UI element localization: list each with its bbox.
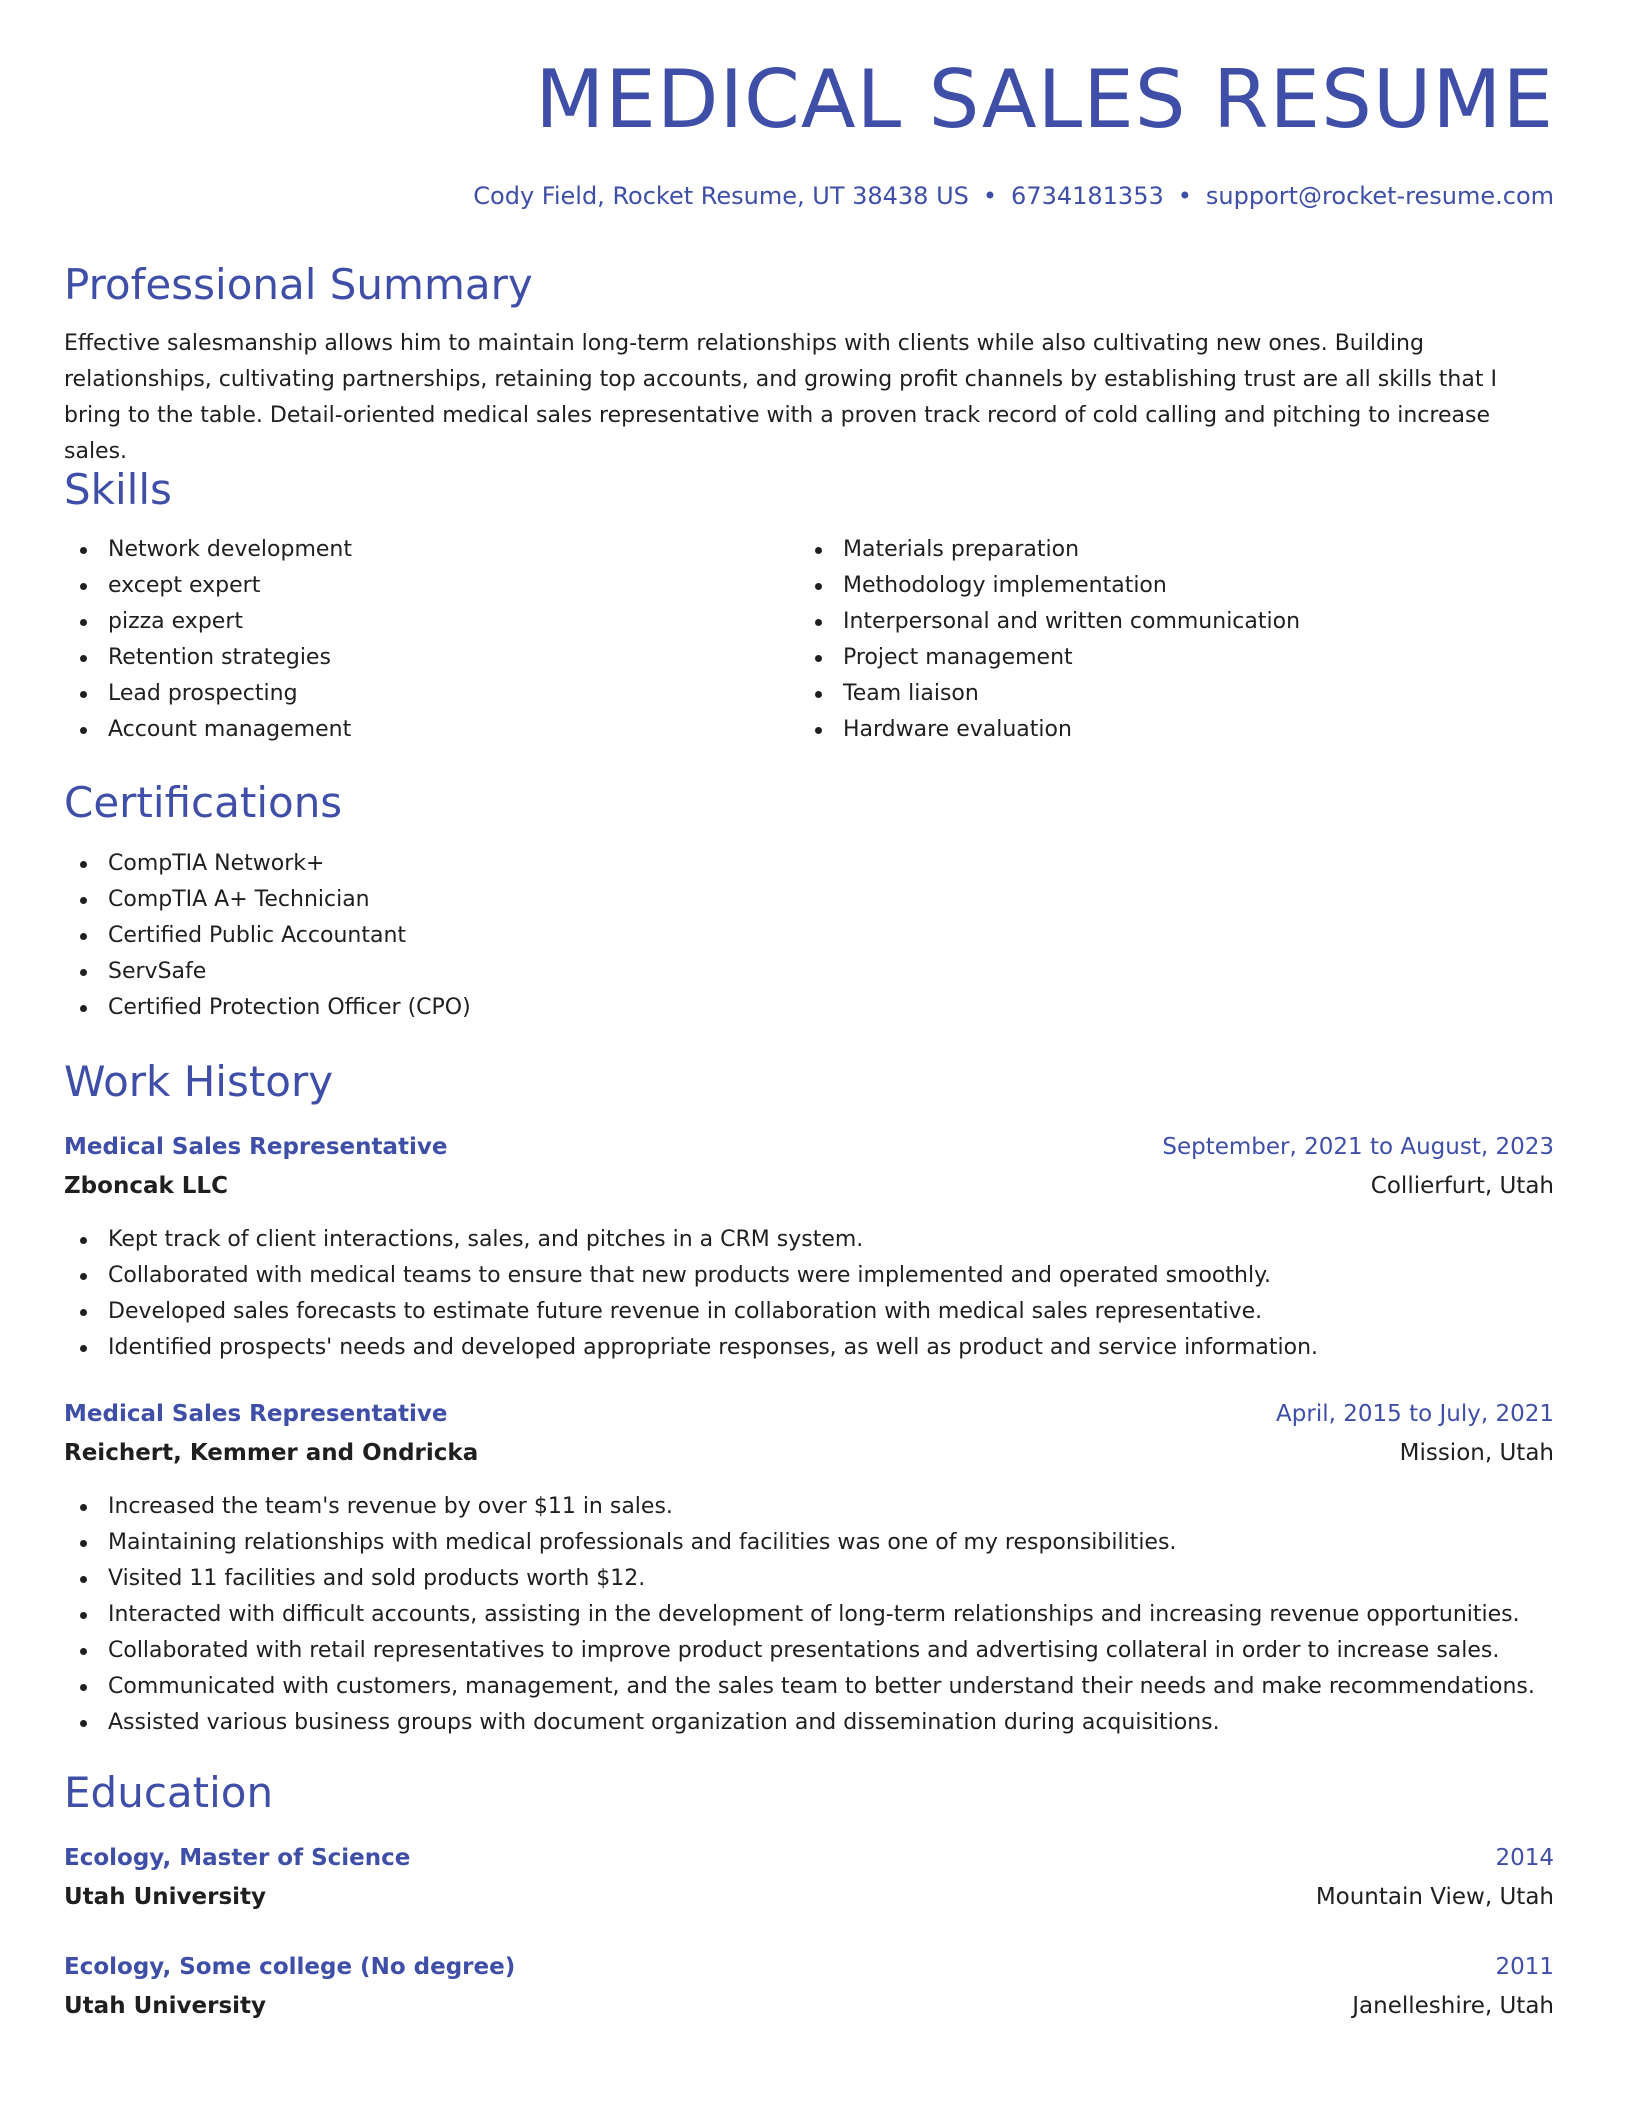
job-bullet: Collaborated with medical teams to ensure that new products were implemented and operated smoothly. [64, 1258, 1318, 1294]
education-header [64, 1949, 1554, 1985]
education-header [64, 1840, 1554, 1876]
education-school: Utah University [64, 1993, 267, 2019]
summary-text: Effective salesmanship allows him to maintain long-term relationships with clients while also cultivating new ones. Building relationships, cultivating partnerships, retaining top accounts, and growing profit channels by establishing trust are all skills that I bring to the table. Detail-oriented medical sales representative with a proven track record of cold calling and pitching to increase sales. [64, 331, 1497, 464]
job-bullet: Increased the team's revenue by over $11 in sales. [64, 1489, 1535, 1525]
job-location: Mission, Utah [1399, 1440, 1554, 1466]
job-bullet: Visited 11 facilities and sold products worth $12. [64, 1561, 1535, 1597]
certifications-heading: Certifications [64, 778, 343, 827]
skill-item: except expert [64, 568, 352, 604]
contact-address: Cody Field, Rocket Resume, UT 38438 US [473, 182, 969, 210]
job-title: Medical Sales Representative [64, 1401, 448, 1427]
job-bullet: Identified prospects' needs and developed appropriate responses, as well as product and service information. [64, 1330, 1318, 1366]
education-school: Utah University [64, 1884, 267, 1910]
job-bullets [64, 1222, 1318, 1366]
education-year: 2011 [1495, 1954, 1554, 1980]
skill-item: pizza expert [64, 604, 352, 640]
contact-line [473, 180, 1554, 212]
contact-separator: • [1177, 182, 1192, 210]
job-company-row [64, 1168, 1554, 1204]
education-location: Janelleshire, Utah [1352, 1993, 1554, 2019]
job-bullet: Maintaining relationships with medical professionals and facilities was one of my responsibilities. [64, 1525, 1535, 1561]
skill-item: Hardware evaluation [799, 712, 1300, 748]
skill-item: Lead prospecting [64, 676, 352, 712]
job-header [64, 1129, 1554, 1165]
education-year: 2014 [1495, 1845, 1554, 1871]
job-bullet: Collaborated with retail representatives to improve product presentations and advertising collateral in order to increase sales. [64, 1633, 1535, 1669]
job-dates: September, 2021 to August, 2023 [1162, 1134, 1554, 1160]
education-degree: Ecology, Master of Science [64, 1845, 411, 1871]
job-header [64, 1396, 1554, 1432]
contact-phone: 6734181353 [1011, 182, 1164, 210]
skill-item: Retention strategies [64, 640, 352, 676]
education-degree: Ecology, Some college (No degree) [64, 1954, 516, 1980]
skill-item: Team liaison [799, 676, 1300, 712]
job-bullet: Developed sales forecasts to estimate future revenue in collaboration with medical sales representative. [64, 1294, 1318, 1330]
education-school-row [64, 1879, 1554, 1915]
resume-title: MEDICAL SALES RESUME [535, 53, 1554, 146]
job-title: Medical Sales Representative [64, 1134, 448, 1160]
job-bullet: Communicated with customers, management, and the sales team to better understand their needs and make recommendations. [64, 1669, 1535, 1705]
skill-item: Interpersonal and written communication [799, 604, 1300, 640]
skills-heading: Skills [64, 465, 172, 514]
skill-item: Materials preparation [799, 532, 1300, 568]
skill-item: Project management [799, 640, 1300, 676]
skill-item: Methodology implementation [799, 568, 1300, 604]
skill-item: Network development [64, 532, 352, 568]
job-dates: April, 2015 to July, 2021 [1276, 1401, 1554, 1427]
education-school-row [64, 1988, 1554, 2024]
job-bullet: Kept track of client interactions, sales, and pitches in a CRM system. [64, 1222, 1318, 1258]
job-bullet: Interacted with difficult accounts, assisting in the development of long-term relationships and increasing revenue opportunities. [64, 1597, 1535, 1633]
contact-separator: • [982, 182, 998, 210]
skill-item: Account management [64, 712, 352, 748]
summary-heading: Professional Summary [64, 260, 533, 309]
job-bullets [64, 1489, 1535, 1741]
education-location: Mountain View, Utah [1315, 1884, 1554, 1910]
contact-email[interactable]: support@rocket-resume.com [1205, 182, 1554, 210]
skills-list-left [64, 532, 352, 748]
job-company: Reichert, Kemmer and Ondricka [64, 1440, 479, 1466]
certification-item: CompTIA A+ Technician [64, 882, 471, 918]
certification-item: Certified Protection Officer (CPO) [64, 990, 471, 1026]
job-bullet: Assisted various business groups with document organization and dissemination during acquisitions. [64, 1705, 1535, 1741]
skills-list-right [799, 532, 1300, 748]
work-history-heading: Work History [64, 1057, 334, 1106]
job-company-row [64, 1435, 1554, 1471]
certification-item: ServSafe [64, 954, 471, 990]
certifications-list [64, 846, 471, 1026]
certification-item: Certified Public Accountant [64, 918, 471, 954]
certification-item: CompTIA Network+ [64, 846, 471, 882]
education-heading: Education [64, 1768, 274, 1817]
job-company: Zboncak LLC [64, 1173, 228, 1199]
job-location: Collierfurt, Utah [1370, 1173, 1554, 1199]
